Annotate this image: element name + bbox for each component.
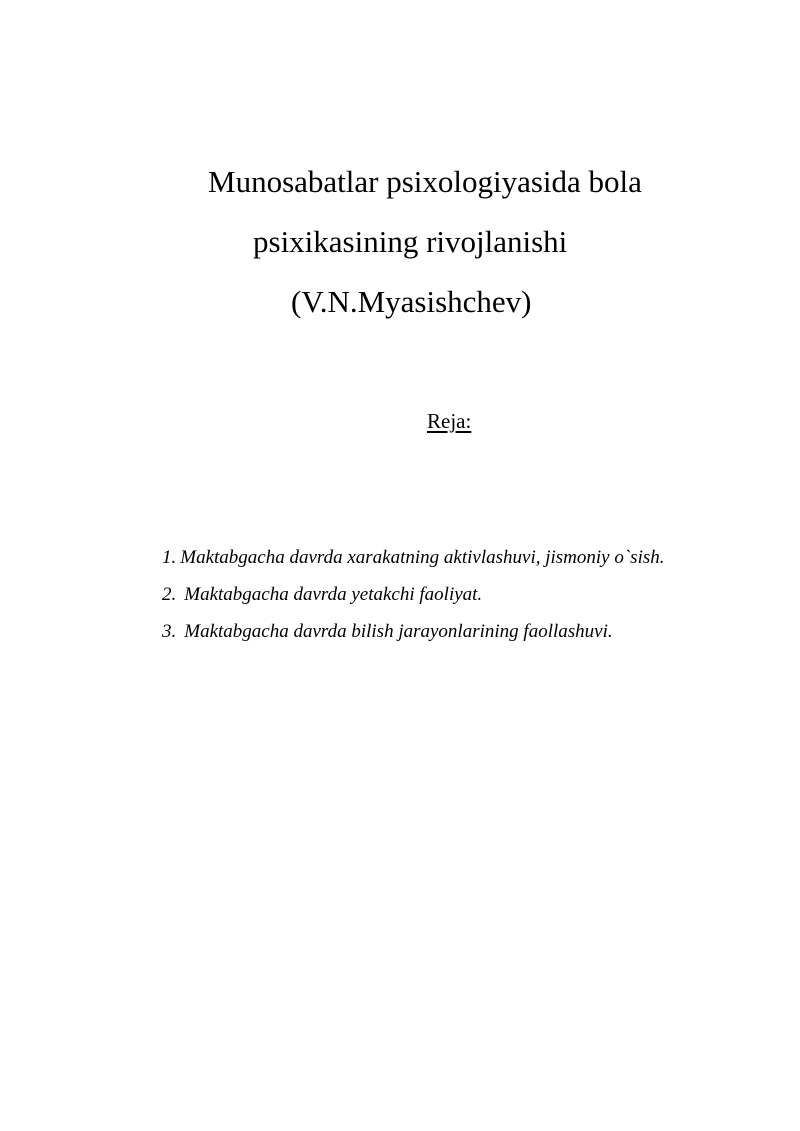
plan-item-number: 2. [162,584,177,605]
plan-item-number: 1. [162,547,177,568]
plan-heading: Reja: [427,409,472,433]
plan-item-text: Maktabgacha davrda xarakatning aktivlashuvi, jismoniy o`sish. [180,547,665,568]
plan-item-1 [162,546,665,570]
plan-item-text: Maktabgacha davrda bilish jarayonlarining faollashuvi. [184,621,613,642]
plan-item-number: 3. [162,621,177,642]
plan-item-text: Maktabgacha davrda yetakchi faoliyat. [184,584,483,605]
document-title-line-1: Munosabatlar psixologiyasida bola [208,164,642,199]
document-title-line-3: (V.N.Myasishchev) [291,284,532,319]
plan-item-2 [162,583,482,607]
document-title-line-2: psixikasining rivojlanishi [253,224,568,259]
plan-item-3 [162,620,613,644]
